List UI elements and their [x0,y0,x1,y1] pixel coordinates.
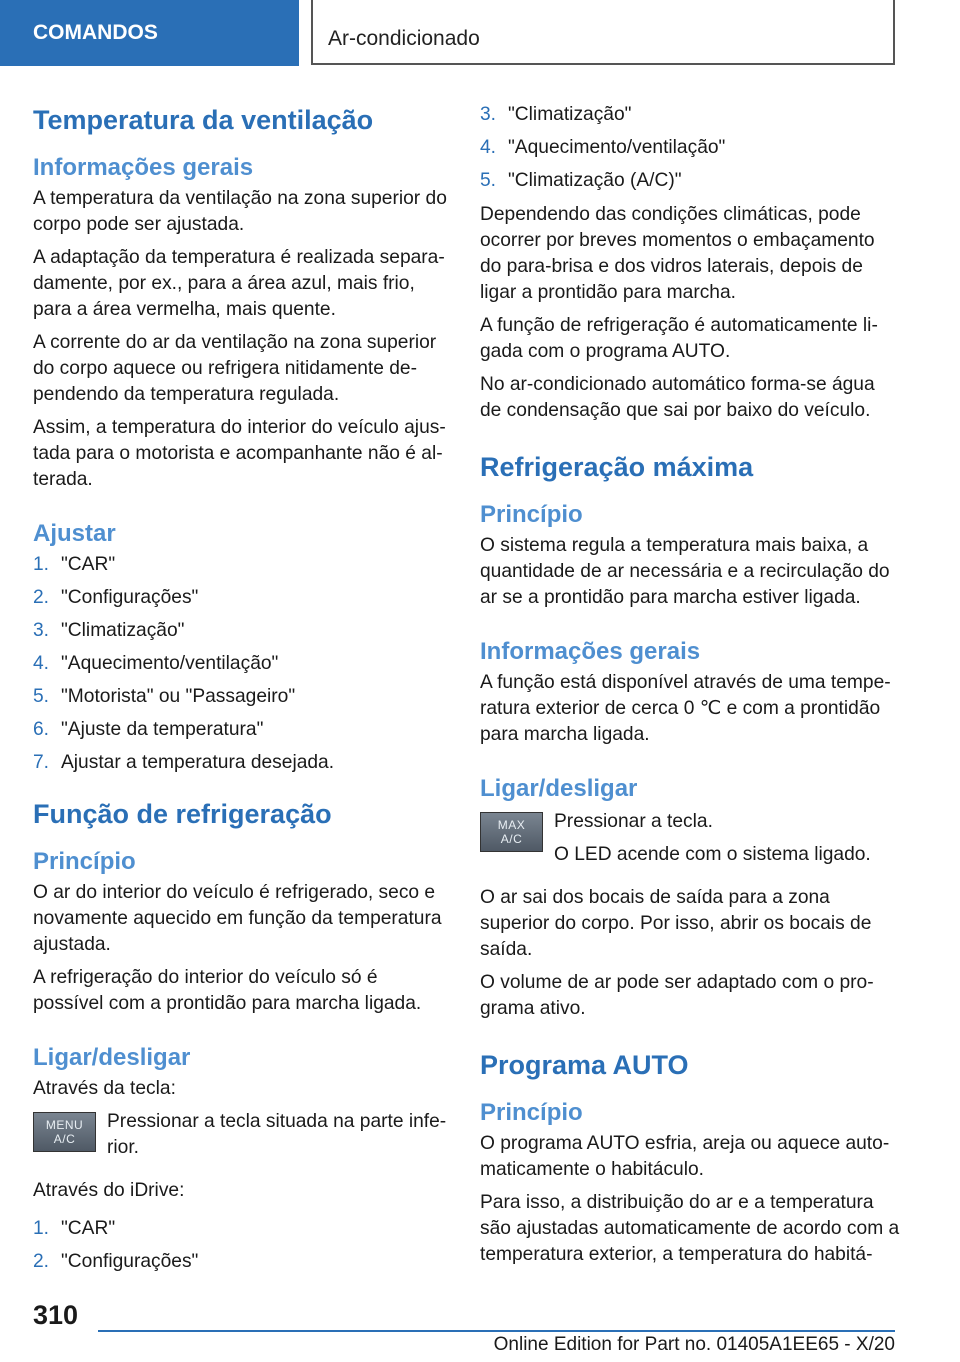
subheading-informacoes-gerais: Informações gerais [33,154,254,181]
step-number: 3. [33,620,50,641]
page-number: 310 [33,1300,79,1330]
list-item [33,717,448,743]
heading-funcao-refrigeracao: Função de refrigeração [33,799,332,829]
subheading-principio: Princípio [33,848,136,875]
step-number: 5. [33,686,50,707]
subheading-informacoes-gerais: Informações gerais [480,638,701,665]
left-column [33,100,448,1283]
paragraph: Assim, a temperatura do interior do veículo ajustada para o motorista e acompanhante não é alterada. [33,417,446,490]
paragraph: A função está disponível através de uma temperatura exterior de cerca 0 ℃ e com a prontidão para marcha ligada. [480,672,891,745]
step-text: "Configurações" [61,587,199,608]
step-number: 7. [33,752,50,773]
step-number: 1. [33,1218,50,1239]
menu-ac-button-icon [33,1112,96,1152]
subheading-ajustar: Ajustar [33,520,116,547]
paragraph: Pressionar a tecla situada na parte inferior. [107,1111,447,1158]
list-item [33,552,448,578]
paragraph: O programa AUTO esfria, areja ou aquece automaticamente o habitáculo. [480,1133,890,1180]
chapter-header [311,0,895,65]
step-number: 5. [480,170,497,191]
step-text: "Motorista" ou "Passageiro" [61,686,296,707]
step-text: "Aquecimento/ventilação" [508,137,726,158]
key-instruction-max-ac [480,809,900,875]
paragraph: Pressionar a tecla. [554,811,713,832]
steps-list-ajustar [33,552,448,776]
paragraph: A refrigeração do interior do veículo só é possível com a prontidão para marcha ligada. [33,967,422,1014]
list-item [480,102,900,128]
step-text: "Climatização" [61,620,185,641]
right-column [480,102,900,1275]
step-text: "Ajuste da temperatura" [61,719,264,740]
step-number: 1. [33,554,50,575]
max-ac-button-icon [480,812,543,852]
key-label-line2: A/C [500,832,523,846]
paragraph: No ar-condicionado automático forma-se água de condensação que sai por baixo do veículo. [480,374,875,421]
subheading-principio: Princípio [480,1099,583,1126]
footer-divider [98,1330,895,1332]
list-item [33,651,448,677]
section-label: COMANDOS [33,21,158,44]
heading-temperatura-ventilacao: Temperatura da ventilação [33,105,374,135]
heading-refrigeracao-maxima: Refrigeração máxima [480,452,754,482]
paragraph: O sistema regula a temperatura mais baixa, a quantidade de ar necessária e a recirculação do ar se a prontidão para marcha estiver ligada. [480,535,890,608]
list-item [480,168,900,194]
steps-list-continued [480,102,900,194]
step-text: Ajustar a temperatura desejada. [61,752,335,773]
step-number: 6. [33,719,50,740]
paragraph: A função de refrigeração é automaticamente ligada com o programa AUTO. [480,315,878,362]
paragraph: A adaptação da temperatura é realizada separadamente, por ex., para a área azul, mais frio, para a área vermelha, mais quente. [33,247,445,320]
paragraph: A temperatura da ventilação na zona superior do corpo pode ser ajustada. [33,188,447,235]
list-item [480,135,900,161]
step-number: 4. [480,137,497,158]
paragraph: Para isso, a distribuição do ar e a temperatura são ajustadas automaticamente de acordo com a temperatura exterior, a temperatura do habitá- [480,1192,900,1265]
paragraph: Através da tecla: [33,1078,176,1099]
step-number: 3. [480,104,497,125]
paragraph: Dependendo das condições climáticas, pode ocorrer por breves momentos o embaçamento do para-brisa e dos vidros laterais, depois de ligar a prontidão para marcha. [480,204,875,303]
list-item [33,750,448,776]
section-tab [0,0,299,66]
key-label-line2: A/C [53,1132,76,1146]
paragraph: Através do iDrive: [33,1180,185,1201]
list-item [33,618,448,644]
key-label-line1: MENU [45,1118,84,1132]
list-item [33,684,448,710]
paragraph: O volume de ar pode ser adaptado com o programa ativo. [480,972,874,1019]
step-text: "Configurações" [61,1251,199,1272]
paragraph: O ar do interior do veículo é refrigerado, seco e novamente aquecido em função da temperatura ajustada. [33,882,442,955]
subheading-ligar-desligar: Ligar/desligar [33,1044,191,1071]
paragraph: A corrente do ar da ventilação na zona superior do corpo aquece ou refrigera nitidamente dependendo da temperatura regulada. [33,332,437,405]
list-item [33,1249,448,1275]
key-label-line1: MAX [497,818,526,832]
step-text: "Aquecimento/ventilação" [61,653,279,674]
steps-list-idrive [33,1216,448,1275]
subheading-principio: Princípio [480,501,583,528]
step-text: "CAR" [61,1218,116,1239]
step-number: 4. [33,653,50,674]
step-number: 2. [33,587,50,608]
chapter-label: Ar-condicionado [328,27,480,50]
list-item [33,1216,448,1242]
step-text: "Climatização" [508,104,632,125]
subheading-ligar-desligar: Ligar/desligar [480,775,638,802]
step-text: "Climatização (A/C)" [508,170,682,191]
list-item [33,585,448,611]
step-number: 2. [33,1251,50,1272]
paragraph: O LED acende com o sistema ligado. [554,844,871,865]
heading-programa-auto: Programa AUTO [480,1050,689,1080]
step-text: "CAR" [61,554,116,575]
key-instruction-menu-ac [33,1109,448,1168]
paragraph: O ar sai dos bocais de saída para a zona superior do corpo. Por isso, abrir os bocais de saída. [480,887,872,960]
edition-note: Online Edition for Part no. 01405A1EE65 - X/20 [493,1334,895,1355]
